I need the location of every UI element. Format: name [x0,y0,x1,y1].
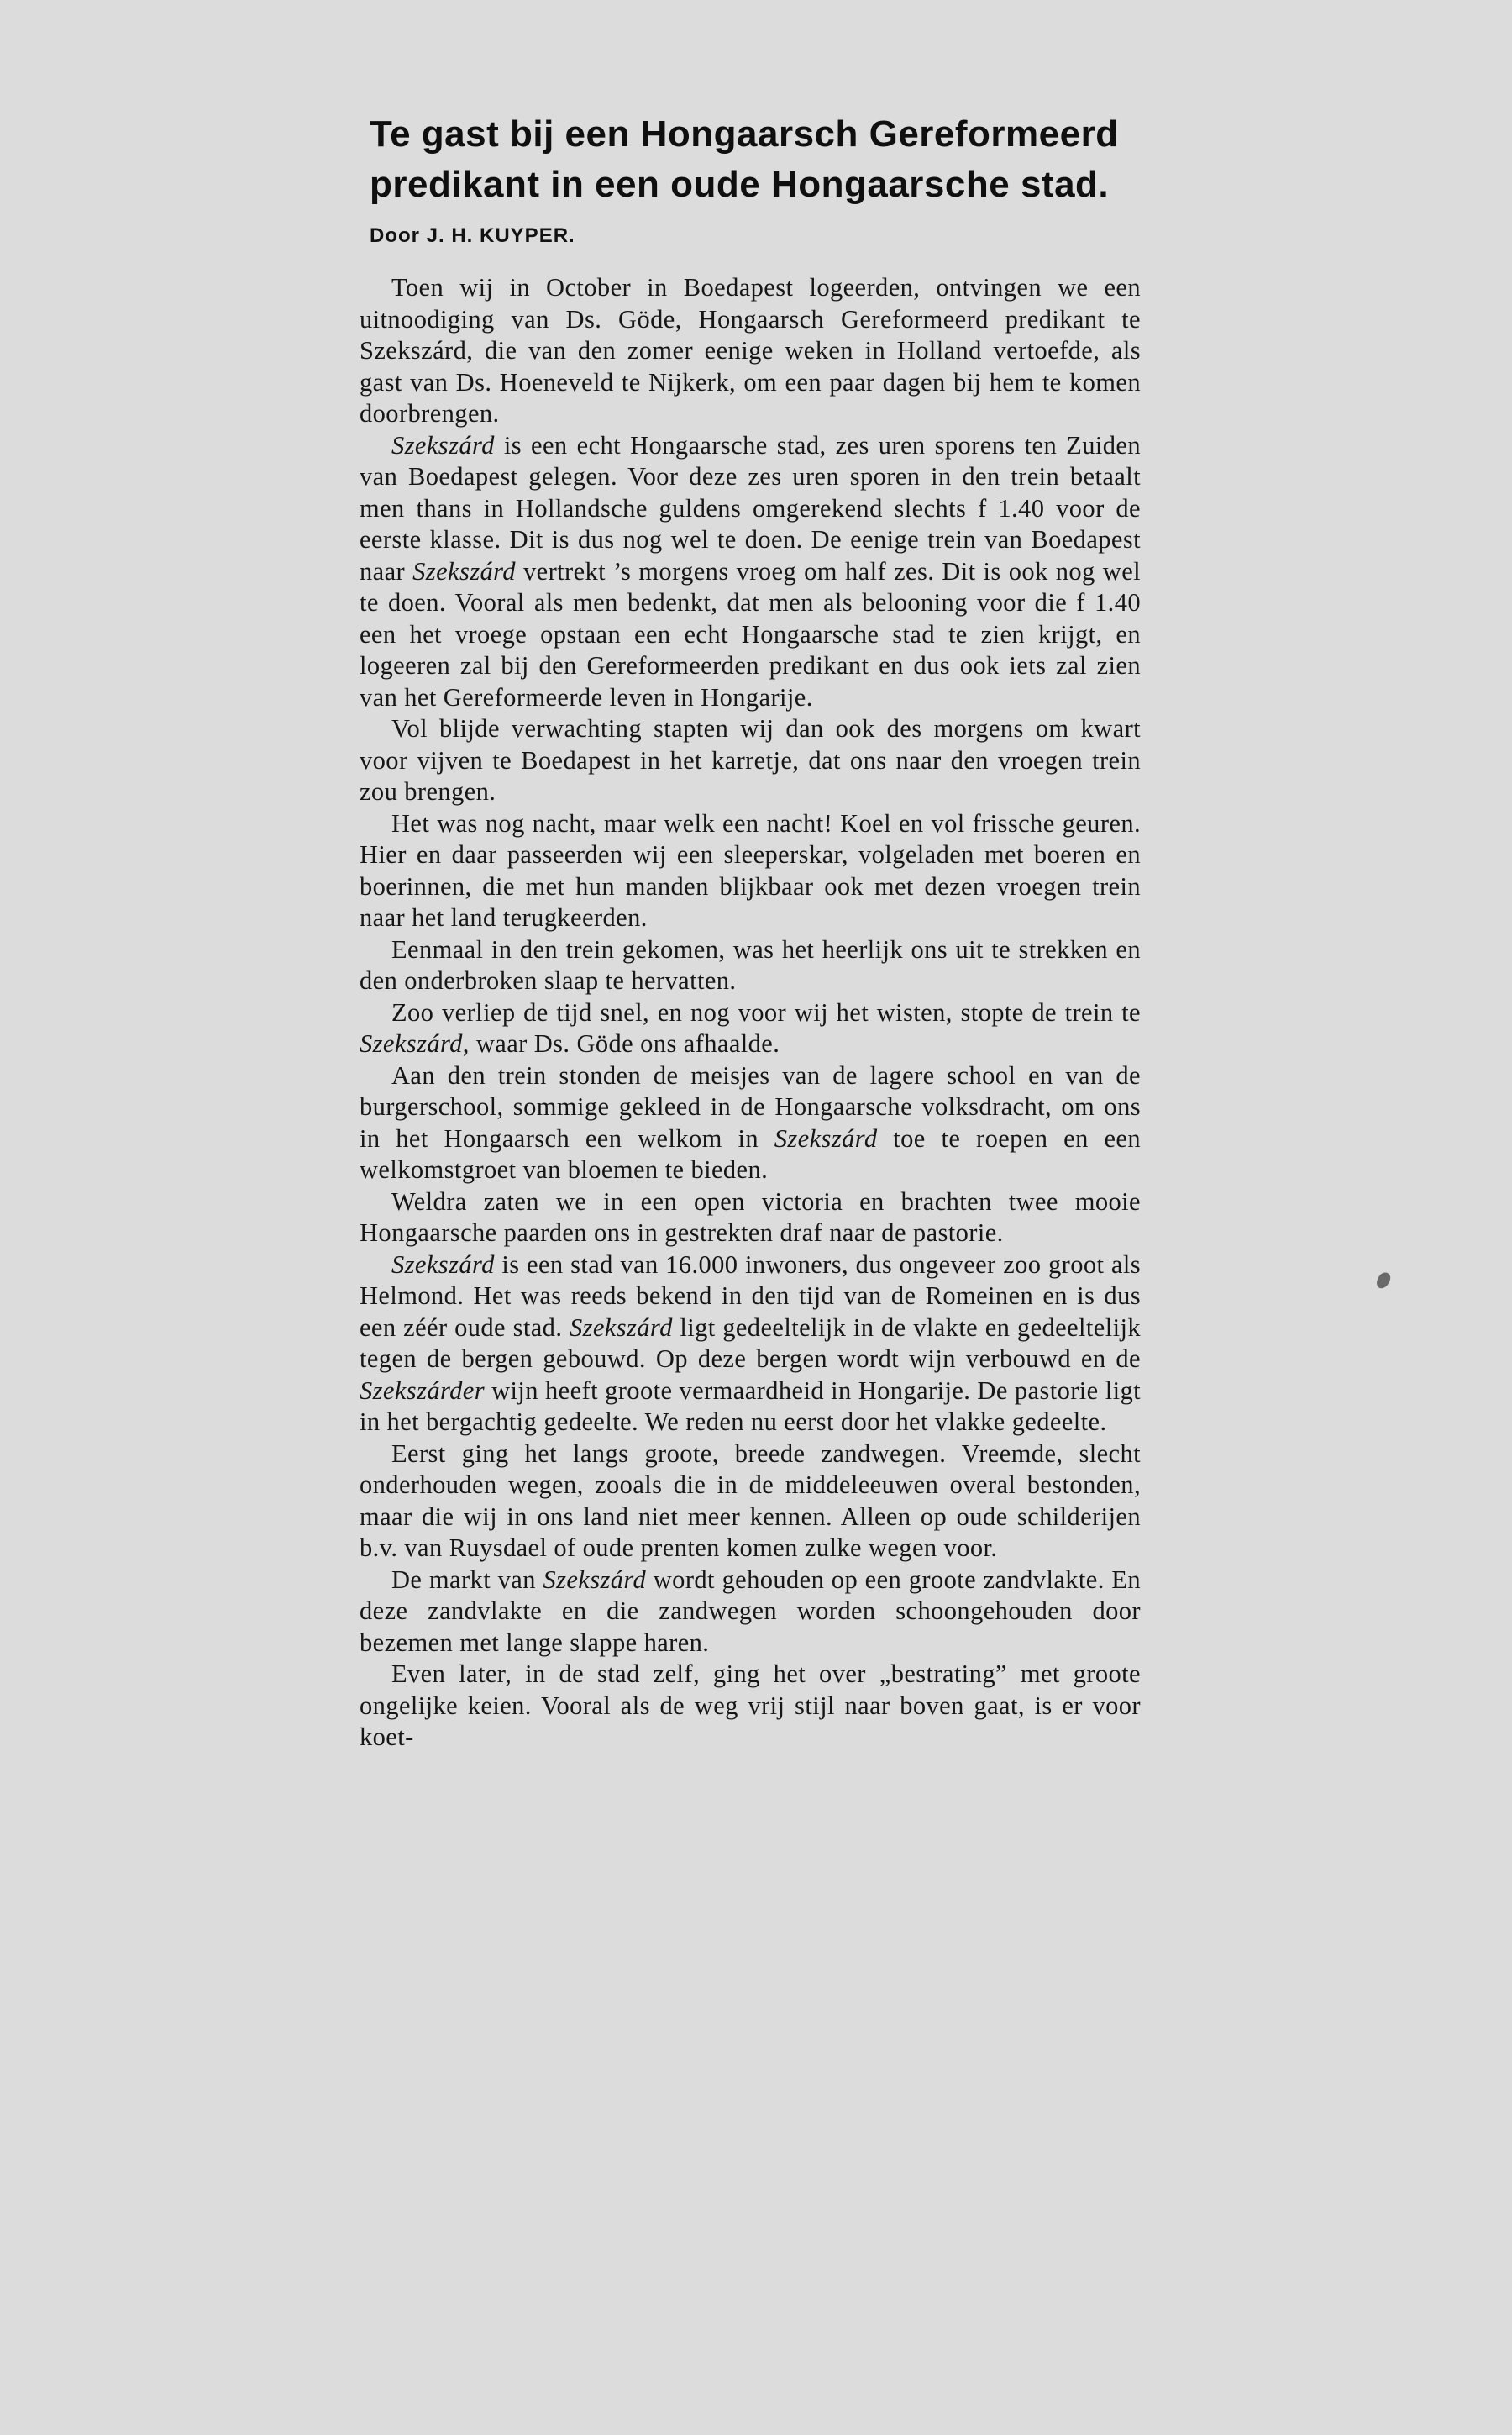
article-headline [370,109,1141,210]
place-name: Szekszárd [543,1565,647,1594]
headline-line-2: predikant in een oude Hongaarsche stad. [370,164,1110,205]
paragraph-6: Zoo verliep de tijd snel, en nog voor wij het wisten, stopte de trein te Szekszárd, waar Ds. Göde ons afhaalde. [360,997,1141,1058]
paragraph-10: Eerst ging het langs groote, breede zandwegen. Vreemde, slecht onderhouden wegen, zooals die in de middeleeuwen overal bestonden, maar die wij in ons land niet meer kennen. Alleen op oude schilderijen b.v. van Ruysdael of oude prenten komen zulke wegen voor. [360,1438,1141,1562]
paragraph-1: Toen wij in October in Boedapest logeerden, ontvingen we een uitnoodiging van Ds. Göde, Hongaarsch Gereformeerd predikant te Szekszárd, die van den zomer eenige weken in Holland vertoefde, als gast van Ds. Hoeneveld te Nijkerk, om een paar dagen bij hem te komen doorbrengen. [360,273,1141,428]
place-name: Szekszárd [774,1123,878,1153]
paragraph-8: Weldra zaten we in een open victoria en brachten twee mooie Hongaarsche paarden ons in gestrekten draf naar de pastorie. [360,1186,1141,1247]
place-name: Szekszárd [412,556,516,586]
article-column [360,109,1141,1754]
article-byline: Door J. H. KUYPER. [370,224,575,247]
paragraph-12: Even later, in de stad zelf, ging het over „bestrating” met groote ongelijke keien. Vooral als de weg vrij stijl naar boven gaat, is er voor koet- [360,1659,1141,1751]
place-name: Szekszárd [569,1312,673,1342]
place-name: Szekszárd [391,1249,495,1279]
ink-speck [1374,1270,1392,1291]
paragraph-11: De markt van Szekszárd wordt gehouden op een groote zandvlakte. En deze zandvlakte en die zandwegen worden schoongehouden door bezemen met lange slappe haren. [360,1565,1141,1657]
paragraph-5: Eenmaal in den trein gekomen, was het heerlijk ons uit te strekken en den onderbroken slaap te hervatten. [360,934,1141,995]
wine-name: Szekszárder [360,1375,485,1405]
place-name: Szekszárd [360,1029,463,1058]
place-name: Szekszárd [391,430,495,460]
paragraph-2: Szekszárd is een echt Hongaarsche stad, zes uren sporens ten Zuiden van Boedapest gelegen. Voor deze zes uren sporen in den trein betaalt men thans in Hollandsche guldens omgerekend slechts f 1.40 voor de eerste klasse. Dit is dus nog wel te doen. De eenige trein van Boedapest naar Szekszárd vertrekt ’s morgens vroeg om half zes. Dit is ook nog wel te doen. Vooral als men bedenkt, dat men als belooning voor die f 1.40 een het vroege opstaan een echt Hongaarsche stad te zien krijgt, en logeeren zal bij den Gereformeerden predikant en dus ook iets zal zien van het Gereformeerde leven in Hongarije. [360,430,1142,712]
paragraph-9: Szekszárd is een stad van 16.000 inwoners, dus ongeveer zoo groot als Helmond. Het was reeds bekend in den tijd van de Romeinen en is dus een zéér oude stad. Szekszárd ligt gedeeltelijk in de vlakte en gedeeltelijk tegen de bergen gebouwd. Op deze bergen wordt wijn verbouwd en de Szekszárder wijn heeft groote vermaardheid in Hongarije. De pastorie ligt in het bergachtig gedeelte. We reden nu eerst door het vlakke gedeelte. [360,1249,1141,1436]
paragraph-7: Aan den trein stonden de meisjes van de lagere school en van de burgerschool, sommige gekleed in de Hongaarsche volksdracht, om ons in het Hongaarsch een welkom in Szekszárd toe te roepen en een welkomstgroet van bloemen te bieden. [360,1060,1141,1184]
paragraph-4: Het was nog nacht, maar welk een nacht! Koel en vol frissche geuren. Hier en daar passeerden wij een sleeperskar, volgeladen met boeren en boerinnen, die met hun manden blijkbaar ook met dezen vroegen trein naar het land terugkeerden. [360,808,1141,932]
paragraph-3: Vol blijde verwachting stapten wij dan ook des morgens om kwart voor vijven te Boedapest in het karretje, dat ons naar den vroegen trein zou brengen. [360,714,1141,806]
article-body [360,272,1141,1754]
headline-line-1: Te gast bij een Hongaarsch Gereformeerd [370,113,1119,155]
